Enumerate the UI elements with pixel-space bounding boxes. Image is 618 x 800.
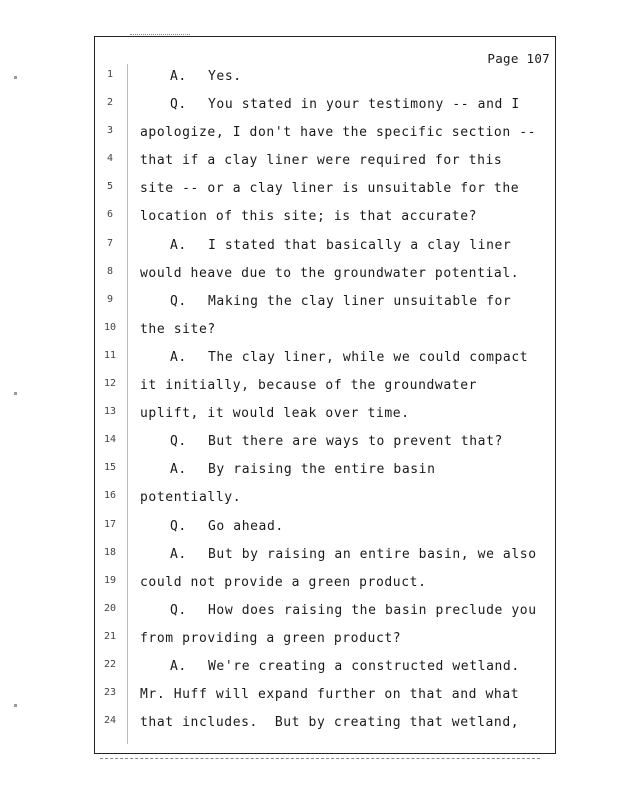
transcript-line: [0, 631, 618, 659]
line-text: [140, 209, 550, 224]
line-text: [140, 434, 550, 449]
line-text: [140, 575, 550, 590]
transcript-line: [0, 519, 618, 547]
speech-text: it initially, because of the groundwater: [140, 378, 478, 394]
transcript-line: [0, 715, 618, 743]
line-text: [140, 153, 550, 168]
speech-text: But there are ways to prevent that?: [208, 434, 503, 450]
line-text: [140, 631, 550, 646]
speech-text: We're creating a constructed wetland.: [208, 658, 520, 674]
transcript-line: [0, 266, 618, 294]
speech-text: site -- or a clay liner is unsuitable for the: [140, 181, 520, 197]
line-text: [140, 69, 550, 84]
transcript-line: [0, 659, 618, 687]
line-text: [140, 125, 550, 140]
line-text: [140, 97, 550, 112]
speaker-label: Q.: [170, 434, 187, 450]
speaker-label: Q.: [170, 97, 187, 113]
line-number: 10: [103, 321, 117, 333]
line-text: [140, 406, 550, 421]
transcript-line: [0, 238, 618, 266]
transcript-line: [0, 378, 618, 406]
speech-text: Yes.: [208, 69, 242, 84]
speech-text: Making the clay liner unsuitable for: [208, 293, 512, 309]
transcript-line: [0, 547, 618, 575]
line-number: 22: [103, 658, 117, 670]
line-number: 1: [106, 69, 114, 80]
speech-text: apologize, I don't have the specific section --: [140, 125, 537, 141]
speech-text: You stated in your testimony -- and I: [208, 97, 520, 113]
transcript-line: [0, 294, 618, 322]
speaker-label: A.: [170, 462, 187, 478]
speech-text: But by raising an entire basin, we also: [208, 546, 537, 562]
transcript-line: [0, 687, 618, 715]
line-number: 7: [106, 237, 114, 249]
transcript-line: [0, 406, 618, 434]
transcript-line: [0, 181, 618, 209]
line-number: 23: [103, 687, 117, 699]
scan-margin-mark: [14, 392, 17, 395]
transcript-line: [0, 153, 618, 181]
page-number: Page 107: [487, 51, 550, 66]
speaker-label: A.: [170, 69, 187, 84]
line-text: [140, 266, 550, 281]
transcript-line: [0, 350, 618, 378]
speaker-label: A.: [170, 237, 187, 253]
transcript-line: [0, 322, 618, 350]
line-number: 21: [103, 630, 117, 642]
line-text: [140, 322, 550, 337]
line-number: 14: [103, 434, 117, 446]
line-number: 17: [103, 518, 117, 530]
line-text: [140, 490, 550, 505]
transcript-lines: [0, 69, 618, 743]
speaker-label: A.: [170, 546, 187, 562]
line-number: 13: [103, 406, 117, 418]
speech-text: By raising the entire basin: [208, 462, 436, 478]
transcript-line: [0, 490, 618, 518]
speech-text: Go ahead.: [208, 518, 284, 534]
speech-text: The clay liner, while we could compact: [208, 349, 529, 365]
scan-margin-mark: [14, 76, 17, 79]
line-number: 18: [103, 546, 117, 558]
line-number: 9: [106, 293, 114, 305]
line-number: 4: [106, 153, 114, 165]
line-text: [140, 603, 550, 618]
speech-text: that if a clay liner were required for this: [140, 153, 503, 169]
line-number: 20: [103, 602, 117, 614]
line-text: [140, 547, 550, 562]
transcript-line: [0, 462, 618, 490]
speech-text: location of this site; is that accurate?: [140, 209, 478, 225]
line-number: 8: [106, 265, 114, 277]
line-text: [140, 519, 550, 534]
line-number: 11: [103, 349, 117, 361]
speech-text: How does raising the basin preclude you: [208, 602, 537, 618]
line-number: 12: [103, 378, 117, 390]
line-text: [140, 462, 550, 477]
line-text: [140, 294, 550, 309]
line-text: [140, 238, 550, 253]
transcript-line: [0, 575, 618, 603]
line-number: 6: [106, 209, 114, 221]
speaker-label: Q.: [170, 518, 187, 534]
line-text: [140, 181, 550, 196]
transcript-line: [0, 69, 618, 97]
speech-text: Mr. Huff will expand further on that and what: [140, 687, 520, 703]
line-text: [140, 378, 550, 393]
speech-text: uplift, it would leak over time.: [140, 406, 410, 422]
line-text: [140, 659, 550, 674]
transcript-line: [0, 209, 618, 237]
line-text: [140, 687, 550, 702]
line-number: 19: [103, 574, 117, 586]
scan-artifact-bottom: [100, 758, 540, 760]
speech-text: the site?: [140, 321, 216, 337]
transcript-line: [0, 125, 618, 153]
transcript-line: [0, 603, 618, 631]
line-number: 24: [103, 715, 117, 727]
speech-text: that includes. But by creating that wetland,: [140, 715, 520, 731]
speaker-label: A.: [170, 658, 187, 674]
transcript-line: [0, 434, 618, 462]
speech-text: I stated that basically a clay liner: [208, 237, 512, 253]
speaker-label: A.: [170, 349, 187, 365]
speaker-label: Q.: [170, 602, 187, 618]
line-text: [140, 715, 550, 730]
transcript-line: [0, 97, 618, 125]
line-number: 15: [103, 462, 117, 474]
speech-text: could not provide a green product.: [140, 574, 427, 590]
line-number: 3: [106, 125, 114, 137]
speech-text: would heave due to the groundwater potential.: [140, 265, 520, 281]
line-number: 5: [106, 181, 114, 193]
scan-margin-mark: [14, 704, 17, 707]
line-number: 2: [106, 97, 114, 109]
line-number: 16: [103, 490, 117, 502]
line-text: [140, 350, 550, 365]
speech-text: potentially.: [140, 490, 242, 506]
speaker-label: Q.: [170, 293, 187, 309]
speech-text: from providing a green product?: [140, 630, 402, 646]
